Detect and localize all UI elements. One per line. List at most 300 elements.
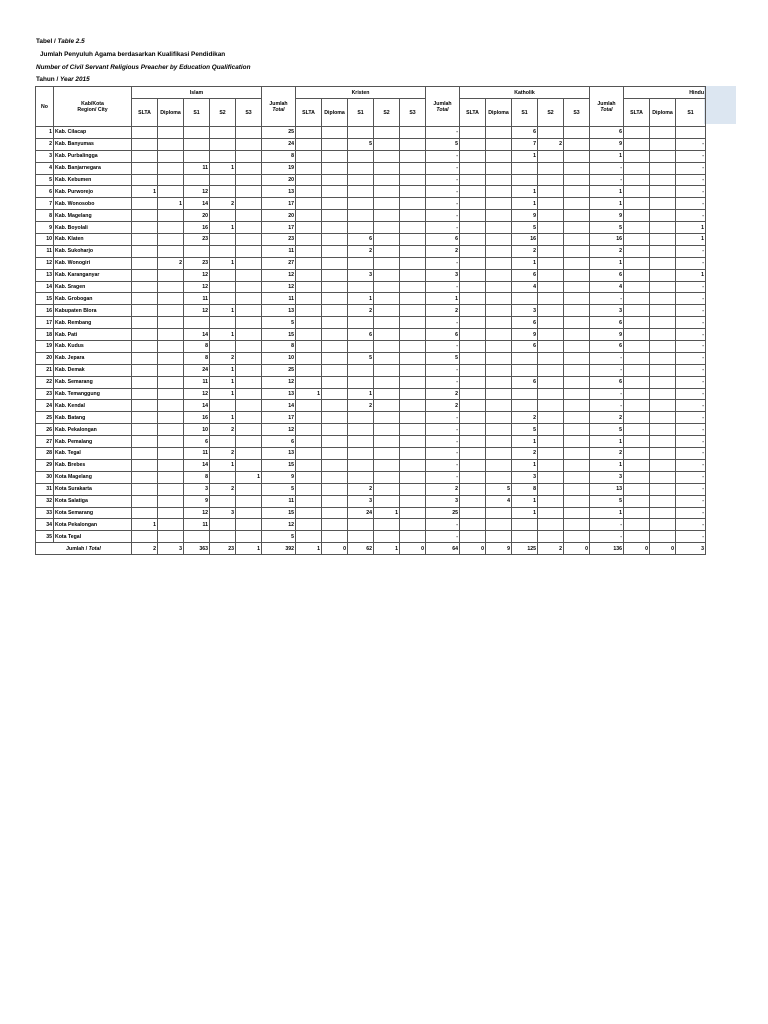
cell-value: 2	[590, 245, 624, 257]
table-row	[36, 210, 706, 222]
cell-value	[538, 352, 564, 364]
cell-value: 2	[348, 483, 374, 495]
cell-value	[296, 471, 322, 483]
cell-value: 1	[210, 459, 236, 471]
cell-value: 20	[184, 210, 210, 222]
col-diploma: Diploma	[322, 99, 348, 127]
cell-value: 1	[590, 507, 624, 519]
col-s2: S2	[538, 99, 564, 127]
row-no: 29	[36, 459, 54, 471]
cell-value	[624, 495, 650, 507]
cell-value	[650, 352, 676, 364]
cell-value	[564, 388, 590, 400]
cell-value: 8	[184, 471, 210, 483]
cell-value: -	[676, 388, 706, 400]
cell-value: 1	[512, 495, 538, 507]
cell-value	[236, 317, 262, 329]
col-region	[54, 87, 132, 127]
cell-value: 11	[262, 245, 296, 257]
cell-value: 6	[348, 234, 374, 246]
cell-value	[650, 424, 676, 436]
row-no: 17	[36, 317, 54, 329]
table-row	[36, 305, 706, 317]
cell-value	[538, 329, 564, 341]
cell-value	[624, 436, 650, 448]
cell-value	[486, 471, 512, 483]
cell-value: 14	[184, 400, 210, 412]
cell-value	[158, 352, 184, 364]
cell-value: -	[426, 162, 460, 174]
cell-value: 1	[426, 293, 460, 305]
cell-value	[296, 495, 322, 507]
cell-value	[650, 150, 676, 162]
cell-value: 11	[262, 495, 296, 507]
cell-value	[400, 210, 426, 222]
cell-value	[132, 412, 158, 424]
cell-value: -	[676, 531, 706, 543]
cell-value	[460, 245, 486, 257]
row-no: 33	[36, 507, 54, 519]
cell-value: 12	[262, 424, 296, 436]
cell-value	[374, 400, 400, 412]
table-row	[36, 507, 706, 519]
row-no: 11	[36, 245, 54, 257]
total-value: 0	[624, 543, 650, 555]
cell-value	[400, 222, 426, 234]
cell-value: 2	[590, 448, 624, 460]
cell-value: 6	[590, 341, 624, 353]
cell-value	[400, 293, 426, 305]
cell-value	[624, 507, 650, 519]
cell-value	[538, 281, 564, 293]
cell-value	[400, 388, 426, 400]
cell-value: 3	[590, 305, 624, 317]
cell-value	[132, 459, 158, 471]
cell-value: 27	[262, 257, 296, 269]
table-row	[36, 186, 706, 198]
cell-value	[624, 281, 650, 293]
cell-value	[348, 281, 374, 293]
cell-value	[486, 127, 512, 139]
row-region: Kab. Sragen	[54, 281, 132, 293]
cell-value	[322, 329, 348, 341]
cell-value	[374, 531, 400, 543]
cell-value: 2	[426, 483, 460, 495]
cell-value: 12	[184, 507, 210, 519]
cell-value: 5	[426, 138, 460, 150]
cell-value	[158, 519, 184, 531]
cell-value: 12	[262, 269, 296, 281]
cell-value: 19	[262, 162, 296, 174]
cell-value: 1	[590, 257, 624, 269]
cell-value: 3	[348, 269, 374, 281]
cell-value	[564, 317, 590, 329]
cell-value	[210, 400, 236, 412]
cell-value	[374, 471, 400, 483]
cell-value: 1	[676, 222, 706, 234]
cell-value	[296, 245, 322, 257]
cell-value: -	[426, 436, 460, 448]
cell-value	[158, 471, 184, 483]
row-region: Kab. Pekalongan	[54, 424, 132, 436]
cell-value	[296, 459, 322, 471]
cell-value	[348, 471, 374, 483]
row-no: 21	[36, 364, 54, 376]
cell-value: -	[590, 364, 624, 376]
cell-value: 2	[426, 388, 460, 400]
cell-value: -	[676, 281, 706, 293]
group-hindu: Hindu	[624, 87, 706, 99]
cell-value	[158, 210, 184, 222]
cell-value	[236, 459, 262, 471]
cell-value	[624, 245, 650, 257]
row-no: 24	[36, 400, 54, 412]
cell-value	[650, 210, 676, 222]
table-row	[36, 234, 706, 246]
cell-value: 9	[512, 210, 538, 222]
cell-value: -	[676, 341, 706, 353]
cell-value: -	[590, 388, 624, 400]
cell-value	[486, 519, 512, 531]
cell-value: 23	[184, 234, 210, 246]
cell-value: 2	[158, 257, 184, 269]
cell-value	[538, 519, 564, 531]
cell-value	[158, 412, 184, 424]
cell-value	[236, 293, 262, 305]
cell-value	[296, 174, 322, 186]
col-total-kristen	[426, 87, 460, 127]
cell-value	[564, 519, 590, 531]
cell-value	[624, 531, 650, 543]
cell-value	[564, 495, 590, 507]
cell-value	[460, 519, 486, 531]
cell-value: 6	[512, 317, 538, 329]
cell-value	[374, 448, 400, 460]
cell-value	[374, 293, 400, 305]
cell-value	[460, 293, 486, 305]
cell-value: -	[676, 329, 706, 341]
cell-value	[400, 329, 426, 341]
total-value: 363	[184, 543, 210, 555]
header-highlight	[704, 86, 736, 124]
cell-value: 5	[262, 317, 296, 329]
cell-value: 13	[590, 483, 624, 495]
cell-value	[158, 234, 184, 246]
cell-value	[538, 257, 564, 269]
cell-value: 2	[512, 448, 538, 460]
cell-value	[236, 257, 262, 269]
cell-value	[538, 317, 564, 329]
cell-value	[400, 162, 426, 174]
cell-value: 11	[184, 293, 210, 305]
cell-value	[564, 376, 590, 388]
cell-value: 1	[210, 364, 236, 376]
cell-value	[374, 210, 400, 222]
cell-value: 8	[262, 341, 296, 353]
total-label-en: Total	[88, 545, 101, 552]
cell-value: 20	[262, 174, 296, 186]
cell-value	[132, 174, 158, 186]
cell-value	[650, 531, 676, 543]
row-region: Kab. Kebumen	[54, 174, 132, 186]
cell-value: 1	[374, 507, 400, 519]
cell-value	[236, 388, 262, 400]
row-region: Kota Pekalongan	[54, 519, 132, 531]
cell-value: 4	[486, 495, 512, 507]
cell-value	[322, 400, 348, 412]
cell-value: 3	[426, 495, 460, 507]
cell-value	[400, 245, 426, 257]
cell-value	[132, 222, 158, 234]
cell-value	[564, 234, 590, 246]
total-value: 62	[348, 543, 374, 555]
col-s2: S2	[374, 99, 400, 127]
cell-value	[236, 495, 262, 507]
cell-value: 5	[590, 495, 624, 507]
cell-value: 13	[262, 388, 296, 400]
cell-value: 20	[262, 210, 296, 222]
cell-value	[460, 329, 486, 341]
cell-value: 1	[348, 388, 374, 400]
cell-value	[460, 281, 486, 293]
cell-value: 5	[512, 424, 538, 436]
cell-value: -	[676, 210, 706, 222]
cell-value	[132, 483, 158, 495]
cell-value: 12	[184, 186, 210, 198]
total-value: 2	[538, 543, 564, 555]
cell-value: 1	[210, 222, 236, 234]
cell-value	[158, 483, 184, 495]
cell-value	[348, 186, 374, 198]
cell-value: 25	[262, 127, 296, 139]
cell-value	[348, 519, 374, 531]
cell-value	[322, 388, 348, 400]
cell-value	[210, 127, 236, 139]
cell-value	[512, 400, 538, 412]
cell-value	[322, 448, 348, 460]
row-no: 20	[36, 352, 54, 364]
cell-value: 6	[348, 329, 374, 341]
table-label-en: Table 2.5	[57, 38, 85, 45]
row-no: 6	[36, 186, 54, 198]
cell-value: 9	[590, 210, 624, 222]
cell-value	[460, 507, 486, 519]
cell-value	[322, 186, 348, 198]
cell-value: 13	[262, 186, 296, 198]
cell-value	[400, 400, 426, 412]
cell-value: 2	[210, 352, 236, 364]
cell-value: 3	[210, 507, 236, 519]
cell-value	[158, 329, 184, 341]
cell-value	[650, 293, 676, 305]
cell-value	[132, 210, 158, 222]
cell-value: 13	[262, 448, 296, 460]
total-row	[36, 543, 706, 555]
cell-value	[296, 317, 322, 329]
cell-value: 12	[184, 388, 210, 400]
cell-value: 1	[132, 186, 158, 198]
table-row	[36, 376, 706, 388]
cell-value	[374, 424, 400, 436]
cell-value: 1	[676, 234, 706, 246]
cell-value	[374, 388, 400, 400]
cell-value	[236, 448, 262, 460]
cell-value: 10	[184, 424, 210, 436]
table-row	[36, 329, 706, 341]
cell-value	[624, 293, 650, 305]
cell-value	[132, 436, 158, 448]
cell-value	[322, 281, 348, 293]
cell-value	[158, 459, 184, 471]
cell-value: 1	[210, 162, 236, 174]
cell-value: 1	[348, 293, 374, 305]
cell-value	[236, 364, 262, 376]
cell-value	[400, 281, 426, 293]
cell-value	[460, 162, 486, 174]
cell-value: 5	[590, 424, 624, 436]
cell-value: 6	[512, 269, 538, 281]
cell-value	[460, 257, 486, 269]
cell-value: -	[676, 448, 706, 460]
row-no: 12	[36, 257, 54, 269]
row-no: 7	[36, 198, 54, 210]
cell-value	[296, 257, 322, 269]
cell-value: 6	[512, 376, 538, 388]
cell-value	[486, 388, 512, 400]
cell-value	[486, 162, 512, 174]
cell-value	[460, 222, 486, 234]
cell-value: 2	[348, 305, 374, 317]
cell-value	[158, 269, 184, 281]
cell-value	[210, 234, 236, 246]
cell-value	[400, 507, 426, 519]
cell-value	[624, 186, 650, 198]
cell-value	[460, 305, 486, 317]
cell-value: 6	[184, 436, 210, 448]
cell-value: 12	[262, 281, 296, 293]
cell-value	[236, 127, 262, 139]
cell-value	[158, 531, 184, 543]
cell-value: 2	[348, 400, 374, 412]
cell-value	[400, 186, 426, 198]
cell-value	[296, 341, 322, 353]
cell-value	[236, 352, 262, 364]
year-label-en: Year 2015	[60, 76, 90, 83]
cell-value	[322, 269, 348, 281]
cell-value	[322, 174, 348, 186]
table-row	[36, 269, 706, 281]
cell-value	[650, 329, 676, 341]
cell-value	[486, 245, 512, 257]
row-region: Kab. Banjarnegara	[54, 162, 132, 174]
cell-value	[486, 329, 512, 341]
cell-value	[400, 234, 426, 246]
row-region: Kab. Magelang	[54, 210, 132, 222]
cell-value: -	[676, 507, 706, 519]
group-katholik: Katholik	[460, 87, 590, 99]
cell-value: 1	[676, 269, 706, 281]
cell-value: 9	[512, 329, 538, 341]
cell-value	[538, 150, 564, 162]
cell-value: 25	[262, 364, 296, 376]
cell-value	[564, 531, 590, 543]
cell-value	[322, 507, 348, 519]
cell-value: 8	[512, 483, 538, 495]
cell-value: 1	[236, 471, 262, 483]
cell-value: 1	[210, 305, 236, 317]
cell-value: -	[426, 281, 460, 293]
cell-value: 1	[512, 436, 538, 448]
cell-value	[132, 364, 158, 376]
row-no: 10	[36, 234, 54, 246]
cell-value: 6	[590, 127, 624, 139]
cell-value: 12	[184, 305, 210, 317]
col-s1: S1	[184, 99, 210, 127]
cell-value: 2	[348, 245, 374, 257]
cell-value	[400, 424, 426, 436]
cell-value	[348, 174, 374, 186]
cell-value	[564, 400, 590, 412]
cell-value	[650, 376, 676, 388]
cell-value	[486, 186, 512, 198]
row-region: Kab. Pati	[54, 329, 132, 341]
row-no: 23	[36, 388, 54, 400]
cell-value: 1	[512, 459, 538, 471]
cell-value	[564, 257, 590, 269]
cell-value	[624, 210, 650, 222]
total-value: 392	[262, 543, 296, 555]
cell-value	[236, 198, 262, 210]
cell-value	[348, 364, 374, 376]
cell-value	[296, 448, 322, 460]
cell-value	[132, 305, 158, 317]
cell-value	[564, 341, 590, 353]
cell-value	[348, 376, 374, 388]
cell-value: 4	[590, 281, 624, 293]
cell-value	[158, 341, 184, 353]
row-no: 25	[36, 412, 54, 424]
cell-value	[374, 174, 400, 186]
cell-value	[400, 364, 426, 376]
cell-value	[460, 352, 486, 364]
cell-value	[296, 519, 322, 531]
cell-value	[624, 448, 650, 460]
cell-value: -	[590, 162, 624, 174]
cell-value	[210, 281, 236, 293]
cell-value	[296, 222, 322, 234]
cell-value	[460, 138, 486, 150]
cell-value: 24	[348, 507, 374, 519]
row-no: 28	[36, 448, 54, 460]
cell-value	[486, 269, 512, 281]
cell-value: -	[426, 127, 460, 139]
cell-value	[158, 293, 184, 305]
cell-value	[158, 424, 184, 436]
cell-value	[348, 127, 374, 139]
cell-value	[348, 412, 374, 424]
cell-value	[322, 162, 348, 174]
cell-value	[132, 471, 158, 483]
table-row	[36, 222, 706, 234]
cell-value: -	[426, 186, 460, 198]
cell-value	[650, 459, 676, 471]
cell-value	[210, 293, 236, 305]
cell-value	[650, 234, 676, 246]
cell-value	[236, 222, 262, 234]
cell-value: 23	[184, 257, 210, 269]
cell-value	[400, 317, 426, 329]
cell-value	[210, 269, 236, 281]
